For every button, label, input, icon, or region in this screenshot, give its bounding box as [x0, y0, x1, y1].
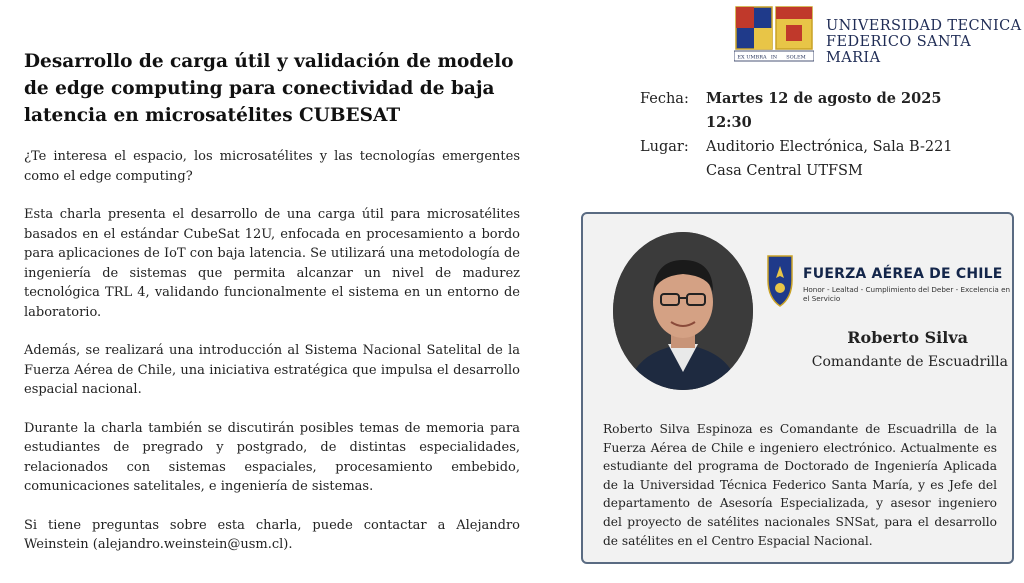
university-name — [826, 18, 1024, 66]
paragraph-snsat: Además, se realizará una introducción al Sistema Nacional Satelital de la Fuerza Aérea de Chile, una iniciativa estratégica que impulsa el desarrollo espacial nacional. — [24, 343, 520, 397]
time-value: 12:30 — [706, 114, 752, 131]
talk-title: Desarrollo de carga útil y validación de modelo de edge computing para conectividad de baja latencia en microsatélites CUBESAT — [24, 51, 514, 126]
university-name-line2: FEDERICO SANTA MARIA — [826, 34, 972, 66]
speaker-card — [581, 212, 1014, 564]
speaker-role: Comandante de Escuadrilla — [811, 354, 1008, 370]
paragraph-summary: Esta charla presenta el desarrollo de una carga útil para microsatélites basados en el estándar CubeSat 12U, enfocada en procesamiento a bordo para aplicaciones de IoT con baja latencia. Se utilizará una metodología de ingeniería de sistemas que permita alcanzar un nivel de madurez tecnológica TRL 4, validando funcionalmente el sistema en un entorno de laboratorio. — [24, 207, 520, 320]
event-info — [640, 87, 953, 183]
speaker-photo — [613, 232, 753, 390]
motto-left: EX UMBRA — [737, 54, 767, 61]
date-value: Martes 12 de agosto de 2025 — [706, 90, 942, 107]
paragraph-intro: ¿Te interesa el espacio, los microsatélites y las tecnologías emergentes como el edge computing? — [24, 149, 520, 184]
org-title: FUERZA AÉREA DE CHILE — [803, 266, 1003, 282]
motto-in: IN — [770, 54, 778, 61]
speaker-bio: Roberto Silva Espinoza es Comandante de Escuadrilla de la Fuerza Aérea de Chile e ingeniero electrónico. Actualmente es estudiante del programa de Doctorado de Ingeniería Aplicada de la Universidad Técnica Federico Santa María, y es Jefe del departamento de Asesoría Especializada, y asesor ingeniero del proyecto de satélites nacionales SNSat, para el desarrollo de satélites en el Centro Espacial Nacional. — [603, 422, 997, 548]
university-name-line1: UNIVERSIDAD TECNICA — [826, 18, 1022, 34]
fach-emblem-icon — [764, 250, 796, 310]
place-value-2: Casa Central UTFSM — [706, 163, 863, 179]
university-logo — [734, 5, 814, 65]
paragraph-theses: Durante la charla también se discutirán posibles temas de memoria para estudiantes de pregrado y postgrado, de distintas especialidades, relacionados con sistemas espaciales, procesamiento embebido, comunicaciones satelitales, e ingeniería de sistemas. — [24, 420, 520, 494]
paragraph-contact: Si tiene preguntas sobre esta charla, puede contactar a Alejandro Weinstein (alejandro.weinstein@usm.cl). — [24, 517, 520, 552]
place-label: Lugar: — [640, 139, 689, 155]
org-motto: Honor - Lealtad - Cumplimiento del Deber - Excelencia en el Servicio — [803, 285, 1011, 303]
talk-content — [24, 48, 520, 574]
date-label: Fecha: — [640, 91, 689, 107]
place-value: Auditorio Electrónica, Sala B-221 — [706, 139, 953, 155]
motto-right: SOLEM — [786, 54, 806, 61]
speaker-name: Roberto Silva — [847, 328, 968, 347]
